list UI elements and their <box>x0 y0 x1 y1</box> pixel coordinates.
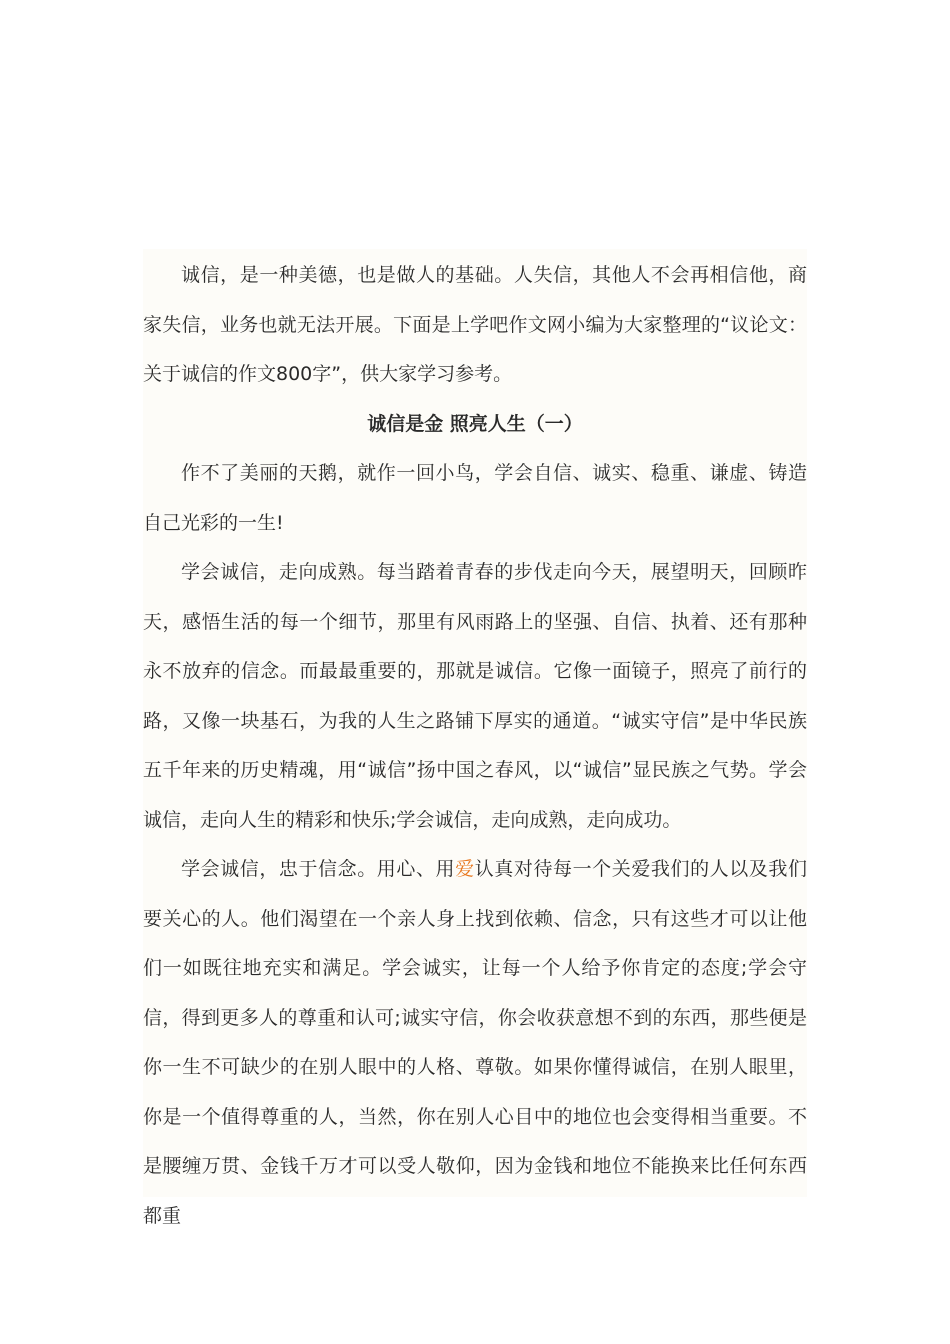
paragraph-3-text-before: 学会诚信，忠于信念。用心、用 <box>181 858 456 880</box>
intro-paragraph: 诚信，是一种美德，也是做人的基础。人失信，其他人不会再相信他，商家失信，业务也就无法开展。下面是上学吧作文网小编为大家整理的“议论文：关于诚信的作文800字”，供大家学习参考。 <box>143 264 807 385</box>
body-paragraph-3 <box>143 845 807 1241</box>
section-title: 诚信是金 照亮人生（一） <box>367 412 583 435</box>
body-paragraph-1: 作不了美丽的天鹅，就作一回小鸟，学会自信、诚实、稳重、谦虚、铸造自己光彩的一生! <box>143 462 807 534</box>
body-paragraph-2: 学会诚信，走向成熟。每当踏着青春的步伐走向今天，展望明天，回顾昨天，感悟生活的每一个细节，那里有风雨路上的坚强、自信、执着、还有那种永不放弃的信念。而最最重要的，那就是诚信。它像一面镜子，照亮了前行的路，又像一块基石，为我的人生之路铺下厚实的通道。“诚实守信”是中华民族五千年来的历史精魂，用“诚信”扬中国之春风，以“诚信”显民族之气势。学会诚信，走向人生的精彩和快乐;学会诚信，走向成熟，走向成功。 <box>143 561 807 831</box>
document-body <box>143 249 807 1227</box>
paragraph-3-text-after: 认真对待每一个关爱我们的人以及我们要关心的人。他们渴望在一个亲人身上找到依赖、信念，只有这些才可以让他们一如既往地充实和满足。学会诚实，让每一个人给予你肯定的态度;学会守信，得到更多人的尊重和认可;诚实守信，你会收获意想不到的东西，那些便是你一生不可缺少的在别人眼中的人格、尊敬。如果你懂得诚信，在别人眼里，你是一个值得尊重的人，当然，你在别人心目中的地位也会变得相当重要。不是腰缠万贯、金钱千万才可以受人敬仰，因为金钱和地位不能换来比任何东西都重 <box>143 858 807 1227</box>
keyword-link-love[interactable]: 爱 <box>455 858 475 880</box>
